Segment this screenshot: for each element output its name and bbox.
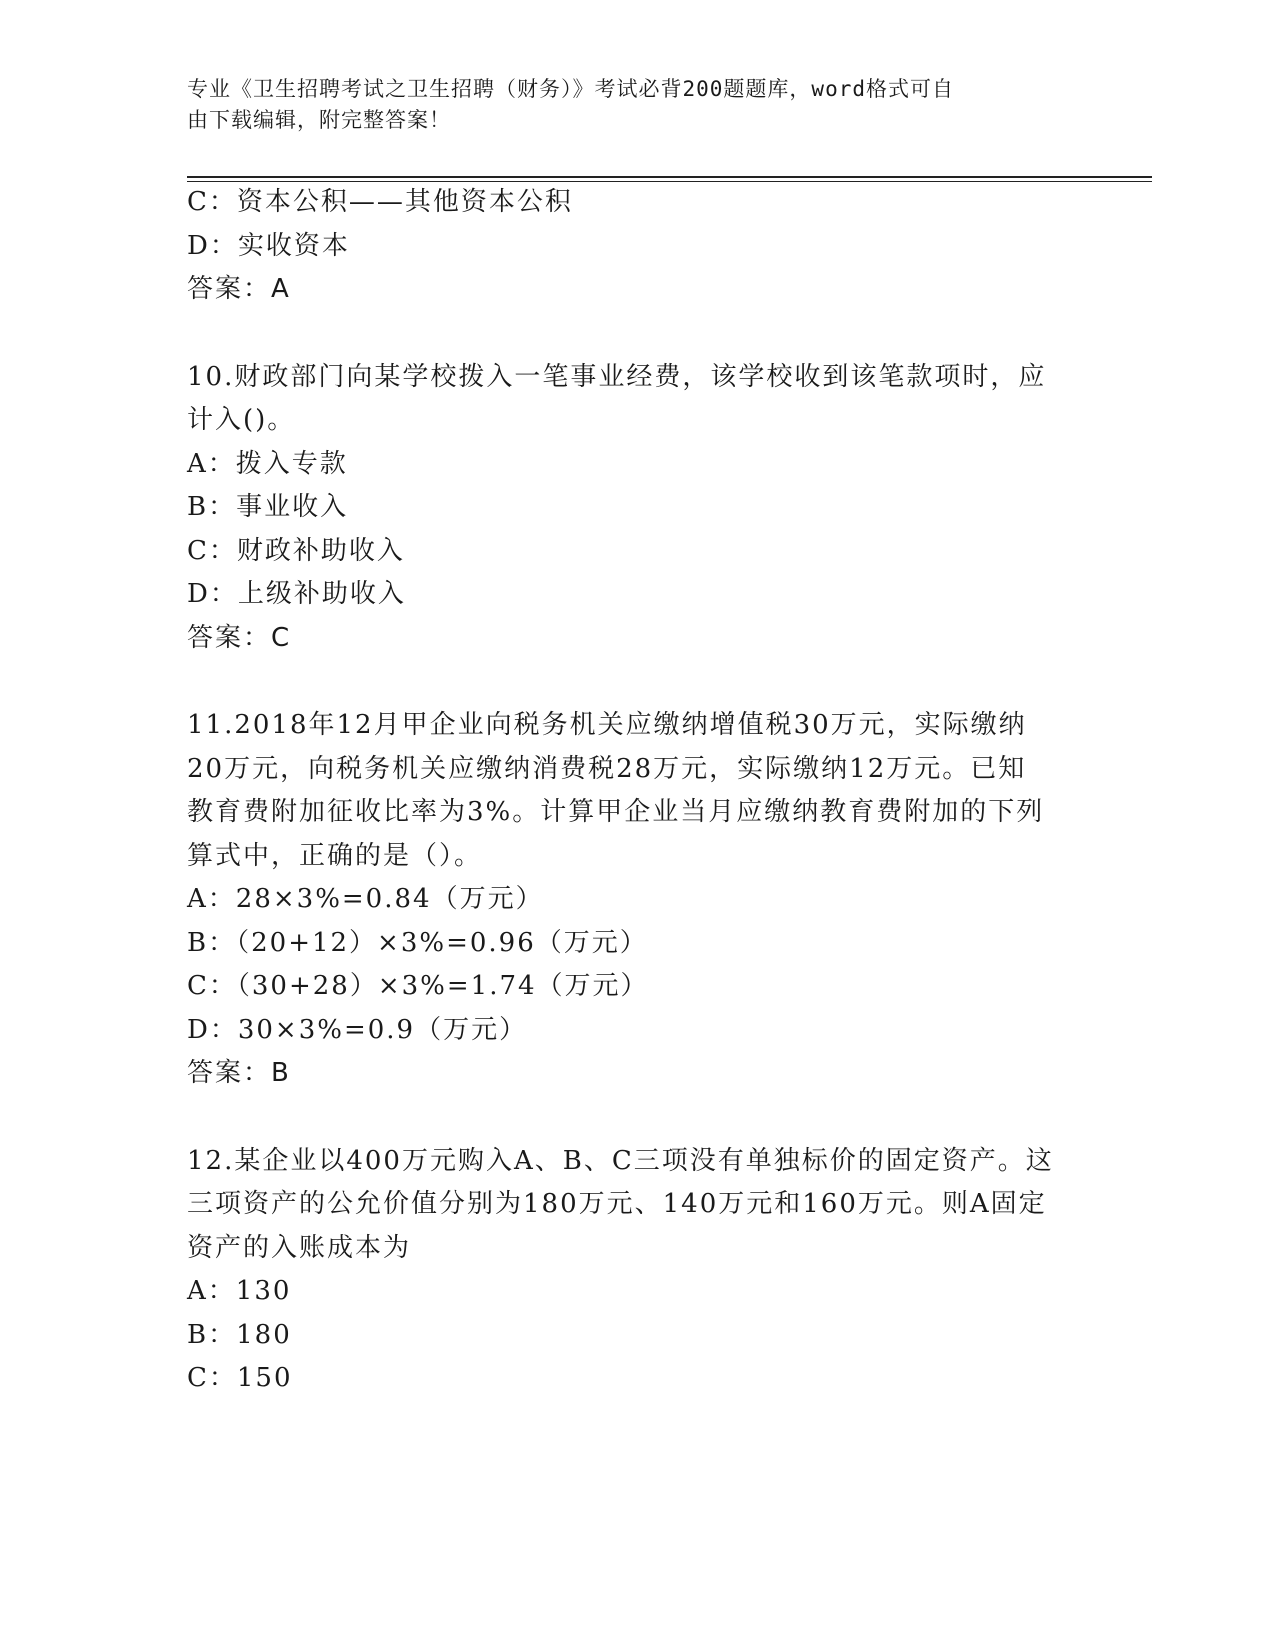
q10-option-c: C：财政补助收入 <box>187 536 405 566</box>
q11-option-a: A：28×3%=0.84（万元） <box>187 884 544 914</box>
q12-stem-line-3: 资产的入账成本为 <box>187 1233 412 1263</box>
q12-option-c: C：150 <box>187 1363 293 1393</box>
q11-option-c: C：（30+28）×3%=1.74（万元） <box>187 971 649 1001</box>
header-rule-thin <box>187 181 1152 182</box>
q12-option-b: B：180 <box>187 1320 292 1350</box>
q10-stem-line-2: 计入()。 <box>187 405 296 435</box>
q11-answer: 答案：B <box>187 1058 291 1088</box>
q12-stem-line-2: 三项资产的公允价值分别为180万元、140万元和160万元。则A固定 <box>187 1189 1047 1219</box>
q10-option-d: D：上级补助收入 <box>187 579 406 609</box>
q11-option-d: D：30×3%=0.9（万元） <box>187 1015 528 1045</box>
header-title-line-1: 专业《卫生招聘考试之卫生招聘（财务）》考试必背200题题库，word格式可自 <box>187 77 954 101</box>
q10-option-a: A：拨入专款 <box>187 449 348 479</box>
q10-stem-line-1: 10.财政部门向某学校拨入一笔事业经费，该学校收到该笔款项时，应 <box>187 362 1047 392</box>
header-rule-thick <box>187 176 1152 178</box>
q10-answer: 答案：C <box>187 623 292 653</box>
q11-stem-line-3: 教育费附加征收比率为3%。计算甲企业当月应缴纳教育费附加的下列 <box>187 797 1045 827</box>
q9-option-d: D：实收资本 <box>187 231 350 261</box>
q9-option-c: C：资本公积——其他资本公积 <box>187 187 573 217</box>
q11-stem-line-2: 20万元，向税务机关应缴纳消费税28万元，实际缴纳12万元。已知 <box>187 754 1027 784</box>
q12-option-a: A：130 <box>187 1276 292 1306</box>
q10-option-b: B：事业收入 <box>187 492 349 522</box>
q11-option-b: B：（20+12）×3%=0.96（万元） <box>187 928 648 958</box>
q12-stem-line-1: 12.某企业以400万元购入A、B、C三项没有单独标价的固定资产。这 <box>187 1146 1054 1176</box>
header-title-line-2: 由下载编辑，附完整答案！ <box>187 108 451 132</box>
q11-stem-line-4: 算式中，正确的是（）。 <box>187 841 483 871</box>
q9-answer: 答案：A <box>187 274 291 304</box>
q11-stem-line-1: 11.2018年12月甲企业向税务机关应缴纳增值税30万元，实际缴纳 <box>187 710 1027 740</box>
document-header <box>187 74 1087 136</box>
